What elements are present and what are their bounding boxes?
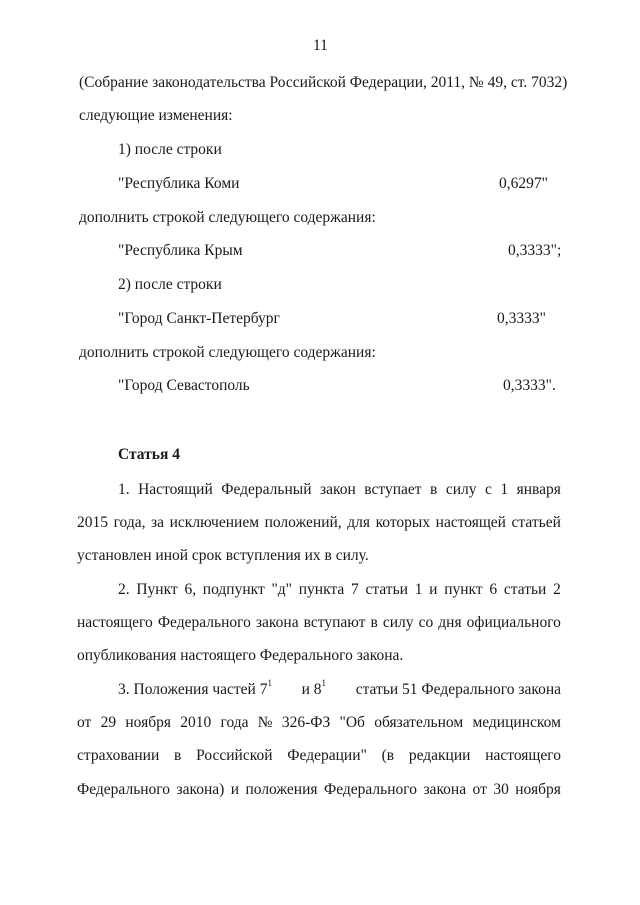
- word: настоящей: [435, 514, 506, 531]
- paragraph-line: [77, 513, 561, 533]
- word: редакции: [408, 747, 471, 764]
- word: закона): [176, 781, 225, 798]
- word: медицинском: [472, 714, 561, 731]
- word: 1: [500, 481, 509, 498]
- word: года: [220, 714, 249, 731]
- word: обязательном: [374, 714, 464, 731]
- table-entry-left: "Город Санкт-Петербург: [118, 310, 280, 327]
- word: со: [418, 614, 434, 631]
- word: 2: [553, 581, 561, 598]
- word: положений,: [264, 514, 342, 531]
- word: Федерального: [157, 614, 251, 631]
- word: Федеральный: [221, 481, 312, 498]
- article-heading: Статья 4: [118, 446, 180, 463]
- word: Федерального: [77, 781, 171, 798]
- word: закона: [255, 614, 299, 631]
- word: от: [77, 714, 92, 731]
- paragraph-line: [77, 613, 561, 633]
- word: Настоящий: [138, 481, 213, 498]
- word: от: [472, 781, 487, 798]
- word: дня: [438, 614, 462, 631]
- word: вступают: [303, 614, 366, 631]
- word: 6,: [184, 581, 197, 598]
- word: 2010: [180, 714, 212, 731]
- table-entry-right: 0,3333".: [503, 377, 556, 394]
- word: "Об: [339, 714, 365, 731]
- paragraph-line: [118, 580, 561, 600]
- word: закон: [319, 481, 356, 498]
- word: настоящего: [77, 614, 153, 631]
- word: в: [174, 747, 182, 764]
- text-line: дополнить строкой следующего содержания:: [79, 344, 376, 361]
- word: Федерации": [287, 747, 367, 764]
- word: статьи: [365, 581, 408, 598]
- word: 2.: [118, 581, 130, 598]
- paragraph-line: [77, 713, 561, 733]
- table-entry-right: 0,3333": [497, 310, 546, 327]
- word: ноября: [515, 781, 561, 798]
- word: (в: [381, 747, 395, 764]
- word: 7: [351, 581, 359, 598]
- text-line: 1) после строки: [118, 141, 222, 158]
- word: 30: [493, 781, 509, 798]
- paragraph-line: [118, 480, 561, 500]
- word: Пункт: [136, 581, 178, 598]
- paragraph-line: установлен иной срок вступления их в силу.: [77, 547, 369, 564]
- text-line: дополнить строкой следующего содержания:: [79, 209, 376, 226]
- word: пункта: [298, 581, 345, 598]
- word: 29: [100, 714, 117, 731]
- word: пункт: [444, 581, 483, 598]
- paragraph-line: [77, 746, 561, 766]
- word: января: [516, 481, 561, 498]
- word: вступает: [364, 481, 422, 498]
- word: и: [230, 781, 240, 798]
- word: 326-ФЗ: [281, 714, 331, 731]
- word: и: [429, 581, 438, 598]
- word: положения: [245, 781, 318, 798]
- word: для: [347, 514, 370, 531]
- word: 1: [414, 581, 423, 598]
- word: с: [484, 481, 492, 498]
- table-entry-left: "Республика Крым: [118, 242, 243, 259]
- table-entry-right: 0,3333";: [508, 242, 562, 259]
- paragraph-line: [77, 780, 561, 800]
- word: в: [430, 481, 438, 498]
- page-number: 11: [313, 37, 328, 54]
- text-segment: и $8^1$: [301, 677, 327, 698]
- superscript: 1: [321, 677, 327, 688]
- word: статьи: [503, 581, 547, 598]
- table-entry-left: "Республика Коми: [118, 175, 240, 192]
- word: закона: [423, 781, 467, 798]
- word: "д": [271, 581, 293, 598]
- text-line: (Собрание законодательства Российской Федерации, 2011, № 49, ст. 7032): [79, 74, 568, 91]
- word: в: [370, 614, 378, 631]
- word: года,: [113, 514, 146, 531]
- word: за: [151, 514, 165, 531]
- word: подпункт: [202, 581, 265, 598]
- word: Российской: [196, 747, 273, 764]
- superscript: 1: [267, 677, 272, 688]
- text-segment: 3. Положения частей $7^1$: [118, 677, 272, 698]
- table-entry-left: "Город Севастополь: [118, 377, 250, 394]
- word: 1.: [118, 481, 130, 498]
- word: статьей: [511, 514, 561, 531]
- word: страховании: [77, 747, 160, 764]
- table-entry-right: 0,6297": [499, 175, 548, 192]
- word: №: [257, 714, 273, 731]
- word: официального: [466, 614, 561, 631]
- word: исключением: [169, 514, 260, 531]
- word: 2015: [77, 514, 108, 531]
- text-line: 2) после строки: [118, 276, 222, 293]
- paragraph-line-with-superscripts: [118, 677, 561, 700]
- word: Федерального: [323, 781, 417, 798]
- word: настоящего: [485, 747, 561, 764]
- word: силу: [382, 614, 414, 631]
- text-segment: статьи 51 Федерального закона: [355, 681, 561, 698]
- paragraph-line: опубликования настоящего Федерального закона.: [77, 647, 404, 664]
- text-line: следующие изменения:: [79, 107, 233, 124]
- word: ноября: [125, 714, 171, 731]
- word: 6: [489, 581, 498, 598]
- word: силу: [445, 481, 477, 498]
- word: которых: [375, 514, 431, 531]
